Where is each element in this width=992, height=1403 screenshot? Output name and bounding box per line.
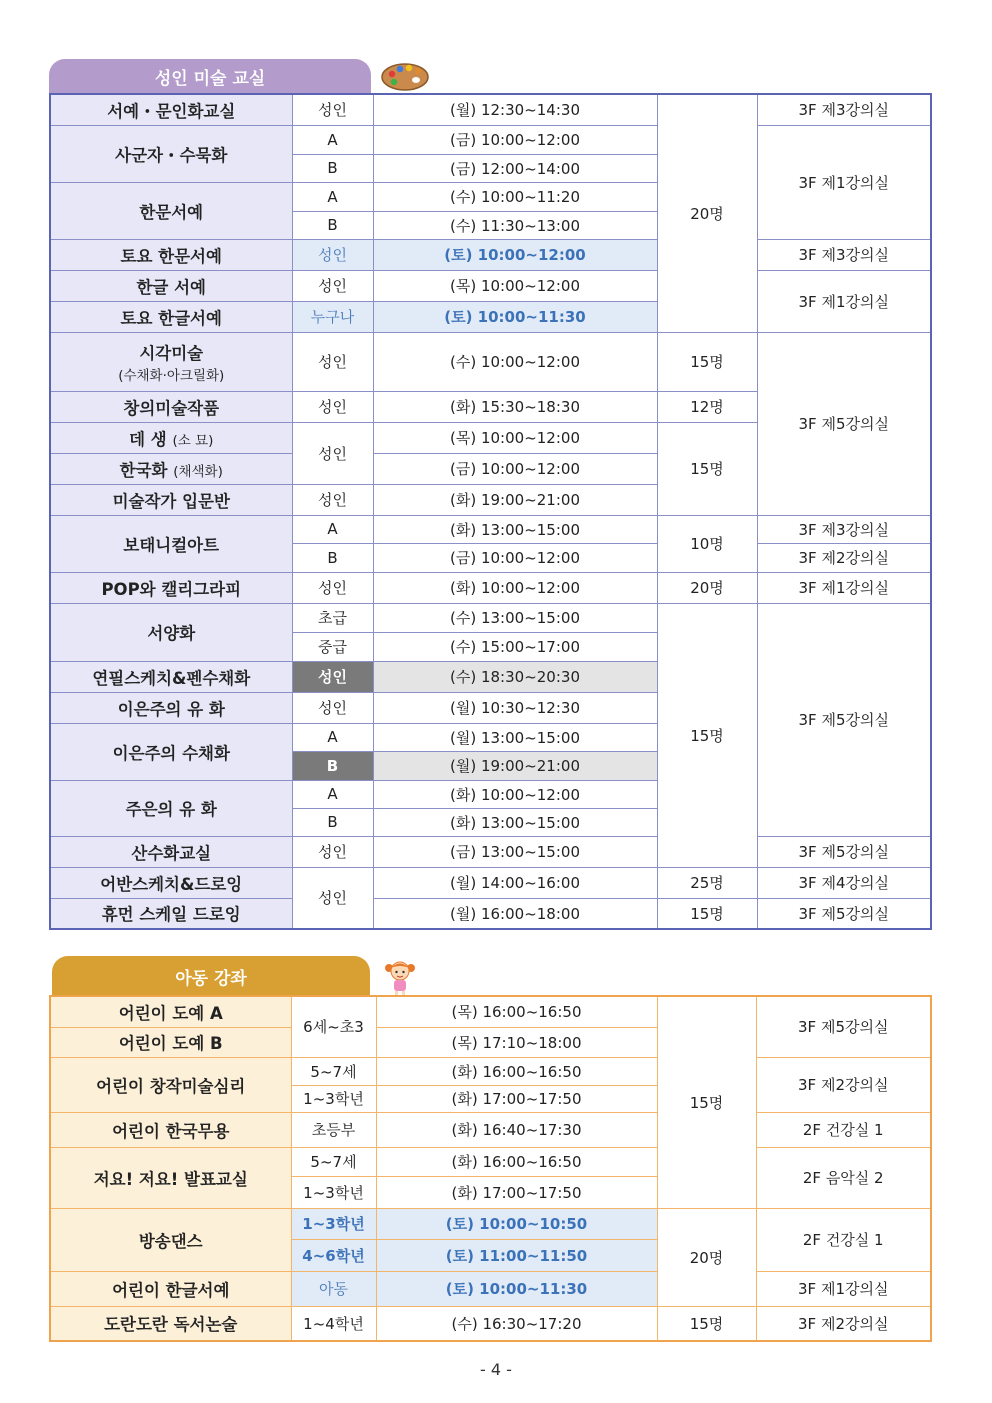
course-time: (월) 19:00~21:00: [373, 751, 657, 780]
course-target: 성인: [292, 484, 373, 515]
course-name: 서양화: [50, 603, 292, 661]
course-room: 3F 제2강의실: [756, 1306, 931, 1341]
course-room: 3F 제4강의실: [757, 867, 931, 898]
course-target: 성인: [292, 692, 373, 723]
course-name: 서예・문인화교실: [50, 94, 292, 125]
course-room: 3F 제3강의실: [757, 515, 931, 543]
course-target: 성인: [292, 270, 373, 301]
course-name: 어린이 도예 A: [50, 996, 291, 1027]
table-row: [50, 1271, 931, 1306]
course-capacity: 15명: [657, 898, 757, 929]
course-time: (목) 10:00~12:00: [373, 270, 657, 301]
course-time: (화) 10:00~12:00: [373, 572, 657, 603]
table-row: [50, 515, 931, 543]
course-capacity: 25명: [657, 867, 757, 898]
course-time: (토) 10:00~10:50: [376, 1208, 657, 1239]
course-name: 어린이 창작미술심리: [50, 1057, 291, 1112]
course-name: 어린이 한글서예: [50, 1271, 291, 1306]
course-name: 산수화교실: [50, 836, 292, 867]
table-row: [50, 1147, 931, 1176]
course-capacity: 20명: [657, 1208, 756, 1306]
course-time: (월) 16:00~18:00: [373, 898, 657, 929]
course-capacity: 15명: [657, 996, 756, 1208]
course-name-sub: (수채화·아크릴화): [118, 367, 225, 384]
course-name: [50, 332, 292, 391]
course-room: 3F 제5강의실: [757, 332, 931, 515]
table-row: [50, 867, 931, 898]
course-section: B: [292, 751, 373, 780]
course-target: 성인: [292, 572, 373, 603]
course-section: A: [292, 515, 373, 543]
course-time: (금) 10:00~12:00: [373, 125, 657, 154]
course-time: (화) 19:00~21:00: [373, 484, 657, 515]
course-time: (수) 11:30~13:00: [373, 211, 657, 239]
course-room: 3F 제3강의실: [757, 94, 931, 125]
course-name: 한문서예: [50, 182, 292, 239]
course-time: (수) 13:00~15:00: [373, 603, 657, 632]
table-row: [50, 239, 931, 270]
course-time: (금) 13:00~15:00: [373, 836, 657, 867]
course-target: 성인: [292, 391, 373, 422]
course-time: (화) 15:30~18:30: [373, 391, 657, 422]
course-room: 3F 제2강의실: [757, 543, 931, 572]
table-row: [50, 1057, 931, 1085]
course-time: (월) 13:00~15:00: [373, 723, 657, 751]
course-name: 보태니컬아트: [50, 515, 292, 572]
course-target: 성인: [292, 94, 373, 125]
course-room: 3F 제5강의실: [757, 836, 931, 867]
table-row: [50, 1208, 931, 1239]
course-time: (토) 10:00~11:30: [376, 1271, 657, 1306]
course-capacity: 15명: [657, 603, 757, 867]
course-time: (화) 13:00~15:00: [373, 515, 657, 543]
course-name: 휴먼 스케일 드로잉: [50, 898, 292, 929]
course-time: (금) 12:00~14:00: [373, 154, 657, 182]
table-row: [50, 1306, 931, 1341]
course-time: (수) 18:30~20:30: [373, 661, 657, 692]
course-room: 3F 제1강의실: [756, 1271, 931, 1306]
course-target: 1~3학년: [291, 1208, 376, 1239]
course-name-main: 데 생: [129, 429, 167, 449]
course-capacity: 12명: [657, 391, 757, 422]
course-target: 1~3학년: [291, 1085, 376, 1112]
course-name-sub: (채색화): [173, 463, 223, 480]
course-capacity: 10명: [657, 515, 757, 572]
course-section: B: [292, 154, 373, 182]
table-row: [50, 94, 931, 125]
course-time: (목) 16:00~16:50: [376, 996, 657, 1027]
child-section-title: 아동 강좌: [52, 956, 370, 996]
course-time: (토) 10:00~11:30: [373, 301, 657, 332]
course-time: (화) 16:00~16:50: [376, 1057, 657, 1085]
table-row: [50, 125, 931, 154]
course-name-main: 시각미술: [139, 343, 204, 363]
course-time: (목) 17:10~18:00: [376, 1027, 657, 1057]
course-capacity: 20명: [657, 572, 757, 603]
course-time: (화) 13:00~15:00: [373, 808, 657, 836]
course-target: 성인: [292, 332, 373, 391]
course-time: (금) 10:00~12:00: [373, 543, 657, 572]
course-name: 토요 한글서예: [50, 301, 292, 332]
table-row: [50, 898, 931, 929]
course-time: (화) 17:00~17:50: [376, 1085, 657, 1112]
course-time: (수) 10:00~12:00: [373, 332, 657, 391]
course-section: A: [292, 723, 373, 751]
course-section: A: [292, 182, 373, 211]
course-name-sub: (소 묘): [172, 432, 214, 449]
course-name: 이은주의 수채화: [50, 723, 292, 780]
course-target: 6세~초3: [291, 996, 376, 1057]
course-time: (금) 10:00~12:00: [373, 453, 657, 484]
course-capacity: 15명: [657, 332, 757, 391]
table-row: [50, 1112, 931, 1147]
course-time: (수) 10:00~11:20: [373, 182, 657, 211]
course-room: 3F 제2강의실: [756, 1057, 931, 1112]
course-room: 3F 제1강의실: [757, 125, 931, 239]
course-name: 연필스케치&펜수채화: [50, 661, 292, 692]
course-time: (월) 10:30~12:30: [373, 692, 657, 723]
course-name: 사군자・수묵화: [50, 125, 292, 182]
adult-schedule-table: [49, 93, 932, 930]
course-time: (목) 10:00~12:00: [373, 422, 657, 453]
course-section: B: [292, 211, 373, 239]
course-time: (화) 16:40~17:30: [376, 1112, 657, 1147]
table-row: [50, 332, 931, 391]
course-target: 성인: [292, 836, 373, 867]
course-target: 5~7세: [291, 1057, 376, 1085]
course-target: 성인: [292, 422, 373, 484]
page-number: - 4 -: [480, 1360, 512, 1379]
course-section: B: [292, 543, 373, 572]
course-name-main: 한국화: [119, 460, 168, 480]
palette-icon: [380, 60, 430, 92]
child-schedule-table: [49, 995, 932, 1342]
course-room: 3F 제1강의실: [757, 270, 931, 332]
course-target: 성인: [292, 661, 373, 692]
course-section: A: [292, 780, 373, 808]
course-name: 방송댄스: [50, 1208, 291, 1271]
course-room: 3F 제1강의실: [757, 572, 931, 603]
course-section: B: [292, 808, 373, 836]
table-row: [50, 270, 931, 301]
course-name: 한글 서예: [50, 270, 292, 301]
course-name: 이은주의 유 화: [50, 692, 292, 723]
course-name: POP와 캘리그라피: [50, 572, 292, 603]
course-room: 3F 제5강의실: [756, 996, 931, 1057]
course-name: [50, 422, 292, 453]
course-target: 누구나: [292, 301, 373, 332]
course-name: 어린이 한국무용: [50, 1112, 291, 1147]
course-target: 성인: [292, 239, 373, 270]
course-name: 어린이 도예 B: [50, 1027, 291, 1057]
course-time: (화) 16:00~16:50: [376, 1147, 657, 1176]
course-time: (화) 17:00~17:50: [376, 1176, 657, 1208]
course-target: 5~7세: [291, 1147, 376, 1176]
course-name: 저요! 저요! 발표교실: [50, 1147, 291, 1208]
course-time: (수) 15:00~17:00: [373, 632, 657, 661]
course-target: 성인: [292, 867, 373, 929]
course-time: (수) 16:30~17:20: [376, 1306, 657, 1341]
course-room: 2F 음악실 2: [756, 1147, 931, 1208]
child-character-icon: [383, 958, 417, 996]
course-target: 초등부: [291, 1112, 376, 1147]
course-time: (화) 10:00~12:00: [373, 780, 657, 808]
course-time: (월) 12:30~14:30: [373, 94, 657, 125]
course-name: 창의미술작품: [50, 391, 292, 422]
table-row: [50, 836, 931, 867]
course-target: 4~6학년: [291, 1239, 376, 1271]
course-capacity: 20명: [657, 94, 757, 332]
course-section: 초급: [292, 603, 373, 632]
course-time: (토) 10:00~12:00: [373, 239, 657, 270]
course-target: 1~3학년: [291, 1176, 376, 1208]
course-name: 미술작가 입문반: [50, 484, 292, 515]
course-name: 주은의 유 화: [50, 780, 292, 836]
course-target: 1~4학년: [291, 1306, 376, 1341]
course-room: 2F 건강실 1: [756, 1112, 931, 1147]
course-section: 중급: [292, 632, 373, 661]
course-target: 아동: [291, 1271, 376, 1306]
course-room: 2F 건강실 1: [756, 1208, 931, 1271]
course-capacity: 15명: [657, 422, 757, 515]
course-room: 3F 제5강의실: [757, 898, 931, 929]
course-name: 어반스케치&드로잉: [50, 867, 292, 898]
course-room: 3F 제3강의실: [757, 239, 931, 270]
adult-section-title: 성인 미술 교실: [49, 59, 371, 93]
course-time: (토) 11:00~11:50: [376, 1239, 657, 1271]
table-row: [50, 996, 931, 1027]
course-name: 도란도란 독서논술: [50, 1306, 291, 1341]
course-name: [50, 453, 292, 484]
table-row: [50, 572, 931, 603]
course-room: 3F 제5강의실: [757, 603, 931, 836]
course-section: A: [292, 125, 373, 154]
course-capacity: 15명: [657, 1306, 756, 1341]
course-name: 토요 한문서예: [50, 239, 292, 270]
table-row: [50, 603, 931, 632]
course-time: (월) 14:00~16:00: [373, 867, 657, 898]
